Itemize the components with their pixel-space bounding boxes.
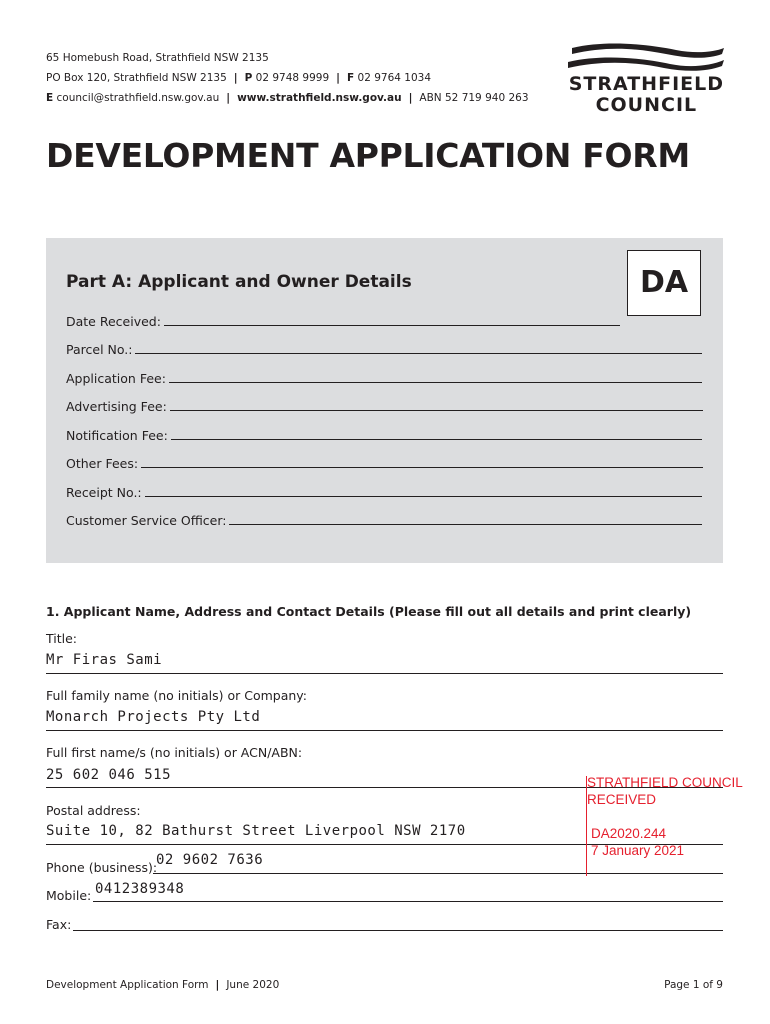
first-name-label: Full first name/s (no initials) or ACN/ABN:	[46, 745, 303, 760]
notification-fee-field[interactable]: Notification Fee:	[66, 428, 702, 443]
fax-label: F	[347, 72, 355, 84]
council-email-web-line: E council@strathfield.nsw.gov.au | www.strathfield.nsw.gov.au | ABN 52 719 940 263	[46, 92, 529, 104]
footer-form-name: Development Application Form	[46, 979, 209, 991]
page-number: Page 1 of 9	[664, 979, 723, 991]
council-po-phone-line: PO Box 120, Strathfield NSW 2135 | P 02 9748 9999 | F 02 9764 1034	[46, 72, 432, 84]
title-value[interactable]: Mr Firas Sami	[46, 652, 163, 668]
council-website: www.strathfield.nsw.gov.au	[237, 92, 402, 104]
phone-business-label: Phone (business):	[46, 860, 158, 875]
footer-form-info: Development Application Form | June 2020	[46, 979, 280, 991]
page-title: DEVELOPMENT APPLICATION FORM	[46, 136, 690, 175]
application-fee-field[interactable]: Application Fee:	[66, 371, 702, 386]
phone-business-line	[153, 873, 723, 874]
other-fees-field[interactable]: Other Fees:	[66, 456, 703, 471]
po-box: PO Box 120, Strathfield NSW 2135	[46, 72, 227, 84]
postal-address-label: Postal address:	[46, 803, 141, 818]
parcel-no-field[interactable]: Parcel No.:	[66, 342, 702, 357]
stamp-border	[586, 776, 587, 876]
receipt-no-field[interactable]: Receipt No.:	[66, 485, 702, 500]
council-address: 65 Homebush Road, Strathfield NSW 2135	[46, 52, 269, 64]
mobile-label: Mobile:	[46, 888, 92, 903]
council-phone: 02 9748 9999	[255, 72, 330, 84]
email-label: E	[46, 92, 54, 104]
family-name-line	[46, 730, 723, 731]
postal-address-value[interactable]: Suite 10, 82 Bathurst Street Liverpool NSW 2170	[46, 823, 466, 839]
phone-label: P	[244, 72, 253, 84]
strathfield-council-logo	[566, 40, 728, 116]
council-fax: 02 9764 1034	[357, 72, 432, 84]
date-received-field[interactable]: Date Received:	[66, 314, 620, 329]
stamp-da-number: DA2020.244	[591, 826, 667, 841]
mobile-value[interactable]: 0412389348	[95, 881, 185, 897]
title-line	[46, 673, 723, 674]
part-a-heading: Part A: Applicant and Owner Details	[66, 272, 412, 292]
mobile-line	[93, 901, 723, 902]
section-1-heading: 1. Applicant Name, Address and Contact Details (Please fill out all details and print clearly)	[46, 604, 692, 619]
family-name-value[interactable]: Monarch Projects Pty Ltd	[46, 709, 261, 725]
stamp-received: RECEIVED	[587, 792, 657, 807]
logo-wordmark: STRATHFIELD COUNCIL	[568, 73, 724, 116]
footer-date: June 2020	[226, 979, 280, 991]
da-badge: DA	[627, 250, 701, 316]
council-email: council@strathfield.nsw.gov.au	[56, 92, 220, 104]
logo-wave-icon	[566, 40, 728, 76]
title-label: Title:	[46, 631, 77, 646]
fax-label-field: Fax:	[46, 917, 72, 932]
stamp-date: 7 January 2021	[591, 843, 685, 858]
phone-business-value[interactable]: 02 9602 7636	[156, 852, 264, 868]
customer-service-officer-field[interactable]: Customer Service Officer:	[66, 513, 702, 528]
advertising-fee-field[interactable]: Advertising Fee:	[66, 399, 703, 414]
first-name-value[interactable]: 25 602 046 515	[46, 767, 172, 783]
family-name-label: Full family name (no initials) or Company:	[46, 688, 308, 703]
stamp-council: STRATHFIELD COUNCIL	[587, 775, 743, 790]
council-abn: ABN 52 719 940 263	[419, 92, 529, 104]
fax-line[interactable]	[73, 930, 723, 931]
